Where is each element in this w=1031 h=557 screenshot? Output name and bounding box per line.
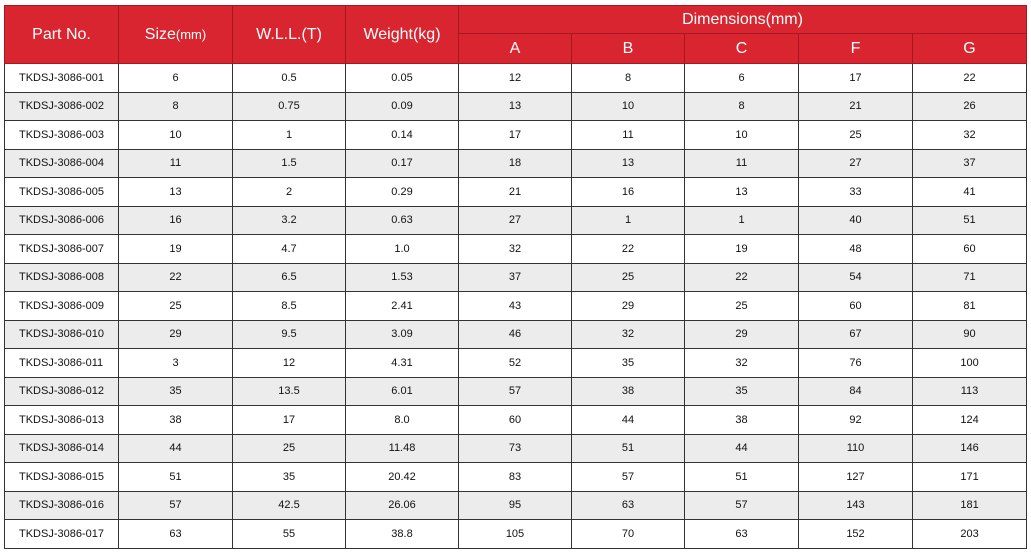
cell-dim-c: 13 [685, 178, 799, 207]
cell-dim-c: 25 [685, 292, 799, 321]
cell-dim-f: 48 [799, 235, 913, 264]
header-part-no: Part No. [5, 6, 119, 64]
cell-dim-b: 13 [572, 149, 685, 178]
cell-wll: 4.7 [233, 235, 346, 264]
cell-size: 10 [119, 121, 233, 150]
cell-dim-f: 143 [799, 491, 913, 520]
cell-wll: 13.5 [233, 377, 346, 406]
cell-dim-g: 41 [913, 178, 1027, 207]
cell-size: 13 [119, 178, 233, 207]
cell-dim-g: 37 [913, 149, 1027, 178]
cell-dim-b: 16 [572, 178, 685, 207]
cell-wll: 8.5 [233, 292, 346, 321]
cell-dim-b: 10 [572, 92, 685, 121]
cell-weight: 0.09 [346, 92, 459, 121]
cell-dim-g: 124 [913, 406, 1027, 435]
cell-dim-a: 32 [459, 235, 572, 264]
cell-dim-f: 67 [799, 320, 913, 349]
table-header [5, 6, 1027, 64]
cell-size: 57 [119, 491, 233, 520]
header-size-unit: (mm) [175, 26, 207, 42]
table-body [5, 64, 1027, 549]
cell-wll: 17 [233, 406, 346, 435]
cell-dim-g: 113 [913, 377, 1027, 406]
cell-dim-f: 17 [799, 64, 913, 93]
cell-dim-c: 29 [685, 320, 799, 349]
cell-part-no: TKDSJ-3086-012 [5, 377, 119, 406]
cell-weight: 38.8 [346, 520, 459, 549]
cell-dim-g: 60 [913, 235, 1027, 264]
table-row [5, 178, 1027, 207]
header-dim-c: C [685, 34, 799, 64]
header-size [119, 6, 233, 64]
table-row [5, 463, 1027, 492]
cell-weight: 26.06 [346, 491, 459, 520]
cell-weight: 3.09 [346, 320, 459, 349]
header-dim-b: B [572, 34, 685, 64]
cell-dim-g: 90 [913, 320, 1027, 349]
cell-dim-f: 33 [799, 178, 913, 207]
cell-part-no: TKDSJ-3086-007 [5, 235, 119, 264]
table-row [5, 64, 1027, 93]
cell-dim-a: 46 [459, 320, 572, 349]
cell-part-no: TKDSJ-3086-001 [5, 64, 119, 93]
header-dimensions: Dimensions(mm) [459, 6, 1027, 34]
cell-dim-g: 22 [913, 64, 1027, 93]
cell-size: 29 [119, 320, 233, 349]
cell-dim-c: 35 [685, 377, 799, 406]
cell-weight: 1.0 [346, 235, 459, 264]
cell-part-no: TKDSJ-3086-011 [5, 349, 119, 378]
cell-dim-c: 19 [685, 235, 799, 264]
cell-size: 19 [119, 235, 233, 264]
table-row [5, 434, 1027, 463]
cell-weight: 0.05 [346, 64, 459, 93]
cell-size: 8 [119, 92, 233, 121]
cell-dim-c: 10 [685, 121, 799, 150]
cell-dim-g: 51 [913, 206, 1027, 235]
table-row [5, 320, 1027, 349]
cell-dim-g: 203 [913, 520, 1027, 549]
header-size-label: Size [144, 25, 176, 43]
cell-wll: 6.5 [233, 263, 346, 292]
cell-dim-b: 8 [572, 64, 685, 93]
cell-dim-b: 1 [572, 206, 685, 235]
header-dim-a: A [459, 34, 572, 64]
cell-dim-c: 51 [685, 463, 799, 492]
cell-weight: 8.0 [346, 406, 459, 435]
cell-dim-a: 52 [459, 349, 572, 378]
cell-part-no: TKDSJ-3086-009 [5, 292, 119, 321]
header-wll: W.L.L.(T) [233, 6, 346, 64]
cell-part-no: TKDSJ-3086-014 [5, 434, 119, 463]
cell-part-no: TKDSJ-3086-013 [5, 406, 119, 435]
cell-wll: 35 [233, 463, 346, 492]
cell-part-no: TKDSJ-3086-008 [5, 263, 119, 292]
cell-dim-c: 6 [685, 64, 799, 93]
cell-dim-f: 84 [799, 377, 913, 406]
cell-wll: 55 [233, 520, 346, 549]
cell-dim-a: 13 [459, 92, 572, 121]
cell-dim-c: 22 [685, 263, 799, 292]
cell-dim-a: 12 [459, 64, 572, 93]
table-row [5, 349, 1027, 378]
cell-size: 44 [119, 434, 233, 463]
cell-dim-b: 51 [572, 434, 685, 463]
cell-wll: 1 [233, 121, 346, 150]
cell-dim-a: 83 [459, 463, 572, 492]
table-row [5, 263, 1027, 292]
cell-dim-g: 81 [913, 292, 1027, 321]
cell-dim-g: 146 [913, 434, 1027, 463]
cell-part-no: TKDSJ-3086-002 [5, 92, 119, 121]
cell-dim-f: 152 [799, 520, 913, 549]
cell-dim-c: 38 [685, 406, 799, 435]
cell-dim-f: 27 [799, 149, 913, 178]
cell-dim-g: 171 [913, 463, 1027, 492]
cell-wll: 25 [233, 434, 346, 463]
cell-dim-a: 95 [459, 491, 572, 520]
cell-dim-a: 37 [459, 263, 572, 292]
cell-wll: 2 [233, 178, 346, 207]
cell-wll: 1.5 [233, 149, 346, 178]
cell-dim-f: 25 [799, 121, 913, 150]
cell-size: 63 [119, 520, 233, 549]
cell-dim-c: 44 [685, 434, 799, 463]
cell-dim-g: 26 [913, 92, 1027, 121]
cell-weight: 11.48 [346, 434, 459, 463]
cell-dim-a: 21 [459, 178, 572, 207]
cell-dim-a: 43 [459, 292, 572, 321]
cell-part-no: TKDSJ-3086-003 [5, 121, 119, 150]
table-row [5, 292, 1027, 321]
cell-weight: 4.31 [346, 349, 459, 378]
cell-dim-b: 32 [572, 320, 685, 349]
cell-part-no: TKDSJ-3086-006 [5, 206, 119, 235]
cell-wll: 12 [233, 349, 346, 378]
cell-size: 35 [119, 377, 233, 406]
cell-dim-b: 44 [572, 406, 685, 435]
cell-dim-b: 38 [572, 377, 685, 406]
cell-dim-f: 110 [799, 434, 913, 463]
cell-dim-c: 57 [685, 491, 799, 520]
cell-dim-f: 60 [799, 292, 913, 321]
cell-dim-c: 11 [685, 149, 799, 178]
table-row [5, 92, 1027, 121]
cell-wll: 0.5 [233, 64, 346, 93]
cell-weight: 2.41 [346, 292, 459, 321]
cell-dim-c: 1 [685, 206, 799, 235]
cell-dim-f: 92 [799, 406, 913, 435]
cell-size: 6 [119, 64, 233, 93]
cell-dim-a: 57 [459, 377, 572, 406]
cell-wll: 3.2 [233, 206, 346, 235]
cell-part-no: TKDSJ-3086-005 [5, 178, 119, 207]
cell-part-no: TKDSJ-3086-004 [5, 149, 119, 178]
cell-dim-g: 181 [913, 491, 1027, 520]
cell-dim-f: 40 [799, 206, 913, 235]
cell-weight: 0.29 [346, 178, 459, 207]
table-row [5, 235, 1027, 264]
cell-wll: 0.75 [233, 92, 346, 121]
cell-dim-b: 22 [572, 235, 685, 264]
cell-dim-g: 100 [913, 349, 1027, 378]
cell-dim-g: 71 [913, 263, 1027, 292]
spec-table [4, 5, 1027, 549]
cell-size: 25 [119, 292, 233, 321]
cell-weight: 0.17 [346, 149, 459, 178]
table-row [5, 206, 1027, 235]
cell-wll: 42.5 [233, 491, 346, 520]
cell-dim-f: 127 [799, 463, 913, 492]
table-row [5, 121, 1027, 150]
cell-size: 11 [119, 149, 233, 178]
cell-dim-a: 105 [459, 520, 572, 549]
cell-dim-b: 25 [572, 263, 685, 292]
spec-table-container [4, 5, 1027, 549]
cell-dim-b: 11 [572, 121, 685, 150]
cell-dim-b: 63 [572, 491, 685, 520]
table-row [5, 406, 1027, 435]
cell-part-no: TKDSJ-3086-015 [5, 463, 119, 492]
cell-weight: 20.42 [346, 463, 459, 492]
cell-dim-f: 21 [799, 92, 913, 121]
header-dim-f: F [799, 34, 913, 64]
cell-size: 16 [119, 206, 233, 235]
table-row [5, 520, 1027, 549]
table-row [5, 149, 1027, 178]
cell-dim-a: 18 [459, 149, 572, 178]
cell-dim-g: 32 [913, 121, 1027, 150]
cell-part-no: TKDSJ-3086-016 [5, 491, 119, 520]
cell-dim-a: 17 [459, 121, 572, 150]
cell-part-no: TKDSJ-3086-017 [5, 520, 119, 549]
cell-part-no: TKDSJ-3086-010 [5, 320, 119, 349]
cell-dim-a: 60 [459, 406, 572, 435]
cell-size: 51 [119, 463, 233, 492]
header-weight: Weight(kg) [346, 6, 459, 64]
cell-dim-a: 27 [459, 206, 572, 235]
cell-weight: 6.01 [346, 377, 459, 406]
cell-dim-b: 57 [572, 463, 685, 492]
table-row [5, 377, 1027, 406]
cell-wll: 9.5 [233, 320, 346, 349]
cell-size: 38 [119, 406, 233, 435]
cell-dim-b: 29 [572, 292, 685, 321]
cell-weight: 0.63 [346, 206, 459, 235]
cell-dim-f: 76 [799, 349, 913, 378]
cell-dim-b: 70 [572, 520, 685, 549]
table-row [5, 491, 1027, 520]
cell-dim-c: 63 [685, 520, 799, 549]
cell-dim-a: 73 [459, 434, 572, 463]
cell-dim-b: 35 [572, 349, 685, 378]
cell-dim-c: 8 [685, 92, 799, 121]
cell-dim-f: 54 [799, 263, 913, 292]
cell-dim-c: 32 [685, 349, 799, 378]
cell-size: 22 [119, 263, 233, 292]
header-dim-g: G [913, 34, 1027, 64]
cell-weight: 1.53 [346, 263, 459, 292]
cell-weight: 0.14 [346, 121, 459, 150]
cell-size: 3 [119, 349, 233, 378]
